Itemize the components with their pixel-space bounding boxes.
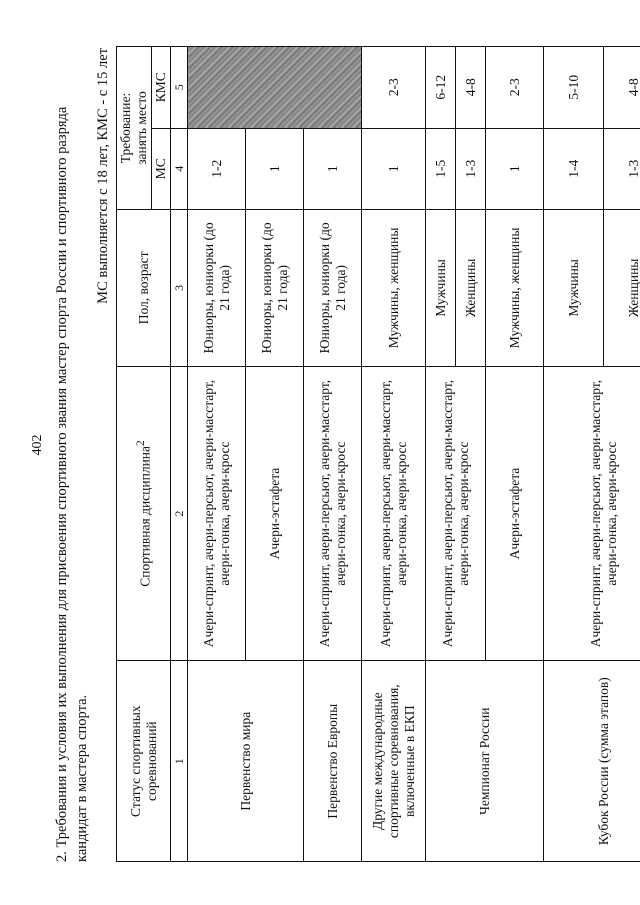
page-number: 402 — [30, 434, 45, 456]
header-ms: МС — [152, 128, 171, 210]
ms-cell: 1 — [486, 128, 544, 210]
status-cell: Первенство мира — [188, 661, 304, 862]
column-number: 2 — [171, 366, 188, 661]
ms-cell: 1-3 — [604, 128, 640, 210]
heading-line-2: кандидат в мастера спорта. — [74, 694, 90, 862]
table-row — [188, 47, 246, 862]
kms-shaded-cell — [188, 47, 362, 129]
header-requirement — [117, 47, 152, 210]
table-row — [362, 47, 426, 862]
header-status: Статус спортивных соревнований — [117, 661, 171, 862]
ms-cell: 1 — [362, 128, 426, 210]
gender-cell: Юниоры, юниорки (до 21 года) — [246, 210, 304, 367]
age-note: МС выполняется с 18 лет, КМС - с 15 лет — [95, 48, 111, 304]
discipline-cell: Ачери-спринт, ачери-персьют, ачери-масстарт, ачери-гонка, ачери-кросс — [362, 366, 426, 661]
section-heading — [52, 22, 92, 862]
discipline-cell: Ачери-спринт, ачери-персьют, ачери-масстарт, ачери-гонка, ачери-кросс — [426, 366, 486, 661]
header-requirement-line2: занять место — [134, 91, 149, 165]
header-requirement-line1: Требование: — [118, 92, 133, 164]
requirements-table — [116, 46, 640, 862]
table-row — [304, 47, 362, 862]
gender-cell: Юниоры, юниорки (до 21 года) — [304, 210, 362, 367]
ms-cell: 1-2 — [188, 128, 246, 210]
ms-cell: 1-5 — [426, 128, 456, 210]
kms-cell: 2-3 — [486, 47, 544, 129]
header-kms: КМС — [152, 47, 171, 129]
gender-cell: Юниоры, юниорки (до 21 года) — [188, 210, 246, 367]
ms-cell: 1 — [304, 128, 362, 210]
discipline-cell: Ачери-эстафета — [246, 366, 304, 661]
status-cell: Первенство Европы — [304, 661, 362, 862]
discipline-cell: Ачери-спринт, ачери-персьют, ачери-масстарт, ачери-гонка, ачери-кросс — [304, 366, 362, 661]
status-cell: Кубок России (сумма этапов) — [544, 661, 640, 862]
kms-cell: 2-3 — [362, 47, 426, 129]
gender-cell: Женщины — [604, 210, 640, 367]
column-numbers-row — [171, 47, 188, 862]
ms-cell: 1-3 — [456, 128, 486, 210]
discipline-cell: Ачери-спринт, ачери-персьют, ачери-масстарт, ачери-гонка, ачери-кросс — [544, 366, 640, 661]
status-cell: Другие международные спортивные соревнования, включенные в ЕКП — [362, 661, 426, 862]
kms-cell: 4-8 — [456, 47, 486, 129]
column-number: 4 — [171, 128, 188, 210]
ms-cell: 1-4 — [544, 128, 604, 210]
gender-cell: Женщины — [456, 210, 486, 367]
column-number: 1 — [171, 661, 188, 862]
table-row — [544, 47, 604, 862]
gender-cell: Мужчины — [544, 210, 604, 367]
kms-cell: 4-8 — [604, 47, 640, 129]
discipline-cell: Ачери-эстафета — [486, 366, 544, 661]
column-number: 5 — [171, 47, 188, 129]
header-discipline — [117, 366, 171, 661]
gender-cell: Мужчины — [426, 210, 456, 367]
gender-cell: Мужчины, женщины — [486, 210, 544, 367]
discipline-cell: Ачери-спринт, ачери-персьют, ачери-масстарт, ачери-гонка, ачери-кросс — [188, 366, 246, 661]
header-discipline-footnote: 2 — [135, 440, 148, 446]
kms-cell: 6-12 — [426, 47, 456, 129]
rotated-content — [28, 10, 640, 880]
header-gender-age: Пол, возраст — [117, 210, 171, 367]
heading-line-1: 2. Требования и условия их выполнения для присвоения спортивного звания мастер спорта России и спортивного разряда — [54, 106, 70, 862]
ms-cell: 1 — [246, 128, 304, 210]
status-cell: Чемпионат России — [426, 661, 544, 862]
column-number: 3 — [171, 210, 188, 367]
table-row — [426, 47, 456, 862]
gender-cell: Мужчины, женщины — [362, 210, 426, 367]
kms-cell: 5-10 — [544, 47, 604, 129]
header-discipline-text: Спортивная дисциплина — [137, 445, 153, 587]
